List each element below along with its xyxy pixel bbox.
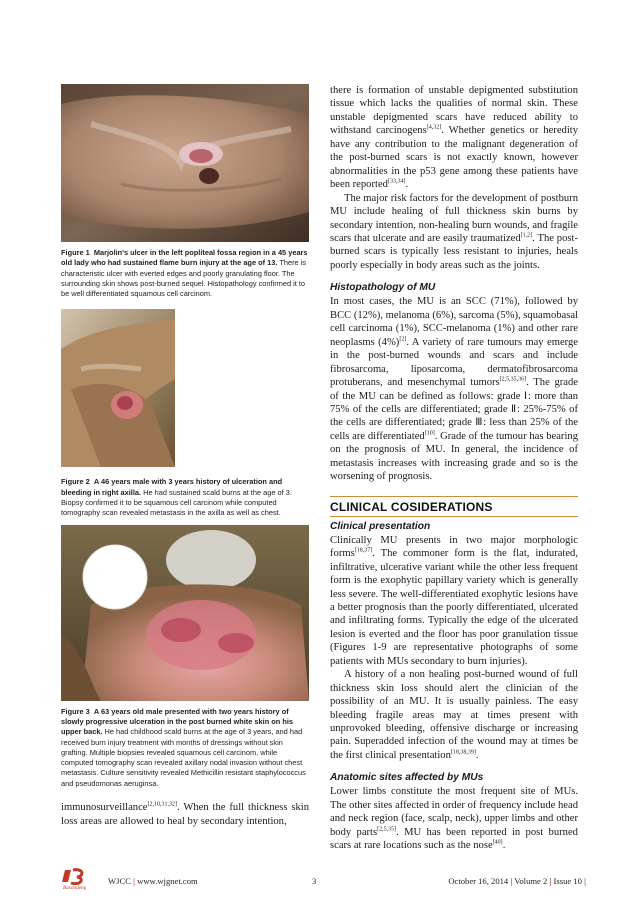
paragraph-text: . The post-burned scars is typically less resistant to injuries, heals poorly especially in body areas such as the joints. (330, 232, 578, 271)
paragraph-histopathology (330, 295, 578, 483)
citation: [2,10,31,32] (147, 801, 177, 808)
figure-2-label: Figure 2 (61, 477, 90, 487)
journal-url: www.wjgnet.com (137, 876, 198, 886)
subheading-clinical-presentation: Clinical presentation (330, 520, 431, 532)
right-column (330, 84, 578, 853)
paragraph-text: . The grade of the MU can be defined as follows: grade Ⅰ: more than 75% of the cells are differentiated; grade Ⅱ: 25%-75% of the cells are differentiated; grade Ⅲ: less than 25% of the cells are differentiated (330, 377, 579, 442)
figure-2-image (61, 309, 175, 467)
paragraph-text: . Whether genetics or heredity have any contribution to the malignant degeneration of the post-burned scars is not exactly known, however abnormalities in the p53 gene among these patients have been reported (330, 125, 579, 191)
citation: [18,37] (354, 547, 373, 554)
journal-abbrev: WJCC (108, 876, 131, 886)
citation: [33,34] (387, 178, 406, 185)
footer-separator: | (510, 876, 513, 886)
paragraph-text: A history of a non healing post-burned wound of full thickness skin loss should alert the clinician of the possibility of an MU. It is usually painless. The easy bleeding fragile areas may at times present with unprovoked bleeding, offensive discharge or increasing pain. Superadded infection of the wound may at times be the first clinical presentation (330, 669, 578, 761)
paragraph-text: In most cases, the MU is an SCC (71%), followed by BCC (12%), melanoma (6%), sarcoma (5%), squamobasal cell carcinoma (1%), SCC-melanoma (1%) and other rare neoplasms (4%) (330, 296, 579, 348)
figure-1-lead: Marjolin's ulcer in the left popliteal fossa region in a 45 years old lady who had sustained flame burn injury at the age of 13. (61, 248, 308, 268)
citation: [2] (399, 336, 407, 343)
paragraph-text: . Grade of the tumour has bearing on the prognosis of MU. In general, the incidence of metastasis increases with increasing grade and so is the worsening of prognosis. (330, 430, 578, 483)
figure-1-photo (61, 84, 309, 242)
paragraph-risk-factors (330, 192, 578, 273)
citation: [1,2] (520, 232, 533, 239)
figure-3-photo (61, 525, 309, 701)
figure-3-lead: A 63 years old male presented with two years history of slowly progressive ulceration in the post burned white skin on his upper back. (61, 706, 294, 737)
paragraph-text: . (405, 179, 409, 191)
figure-2-photo (61, 309, 175, 467)
figure-2-text: He had sustained scald burns at the age of 3. Biopsy confirmed it to be squamous cell carcinom while computed tomography scan revealed metastasis in the axilla as well as chest. (61, 487, 292, 518)
face-mask-circle (83, 545, 147, 609)
left-bottom-text: immunosurveillance (61, 802, 148, 814)
footer-separator: | (549, 876, 552, 886)
left-bottom-paragraph (61, 801, 309, 828)
paragraph-text: . (475, 749, 479, 761)
citation: [18,38,39] (450, 749, 476, 756)
section-heading-clinical: CLINICAL COSIDERATIONS (330, 496, 578, 517)
subheading-anatomic-sites: Anatomic sites affected by MUs (330, 772, 484, 784)
page-footer (61, 872, 586, 892)
citation: [10] (424, 430, 435, 437)
figure-1-image (61, 84, 309, 242)
figure-1-label: Figure 1 (61, 248, 90, 257)
citation: [4,32] (426, 124, 442, 131)
figure-3-label: Figure 3 (61, 706, 90, 716)
baishideng-logo-icon (61, 866, 103, 890)
figure-3-caption (61, 707, 309, 789)
footer-separator: | (584, 876, 586, 886)
citation: [2,5,35,36] (499, 376, 527, 383)
footer-issue (448, 876, 586, 886)
left-bottom-rest: . When the full thickness skin loss areas are allowed to heal by secondary intention, (61, 802, 309, 827)
footer-separator: | (133, 876, 135, 886)
figure-3-image (61, 525, 309, 701)
paragraph-text: Clinically MU presents in two major morphologic forms (330, 534, 578, 560)
volume-number: Volume 2 (514, 876, 548, 886)
paragraph-text: there is formation of unstable depigmented substitution tissue which lacks the qualities of normal skin. These unstable depigmented scars have reduced ability to withstand carcinogens (330, 85, 578, 137)
citation: [2,5,35] (377, 826, 397, 833)
paragraph-text: The major risk factors for the development of postburn MU include healing of full thickness skin burns by secondary intention, non-healing burn wounds, and fragile scars that ulcerate and are easily traumatized (330, 192, 578, 244)
figure-2-lead: A 46 years male with 3 years history of ulceration and bleeding in right axilla. (61, 477, 283, 497)
svg-text:Baishideng: Baishideng (63, 885, 87, 890)
paragraph-text: . The commoner form is the flat, indurated, infiltrative, ulcerative variant while the other less frequent form is the exophytic papillary variety which is generally less severe. The well-differentiated exophytic lesions have a better prognosis than the poorly differentiated, ulcerated and infiltrating forms. Typically the edge of the ulcerated lesion is everted and the floor has poor granulation tissue (Figures 1-9 are representative photographs of some patients with MUs secondary to burn injuries). (330, 548, 578, 667)
left-column (61, 84, 309, 828)
paragraph-clinical-forms (330, 534, 578, 669)
figure-3-text: He had childhood scald burns at the age of 3 years, and had received burn injury treatment with months of dressings without skin grafting. Multiple biopsies revealed squamous cell carcinom, while computed tomography scan revealed axillary nodal invasion without chest metastasis. Culture sensitivity revealed Methicillin resistant staphylococcus and pseudomonas aeruginsa. (61, 727, 306, 788)
paragraph-anatomic-sites (330, 785, 578, 852)
paragraph-history (330, 668, 578, 762)
subheading-histopathology: Histopathology of MU (330, 282, 436, 294)
figure-2-caption (61, 477, 309, 518)
paragraph-substitution-tissue (330, 84, 578, 192)
publication-date: October 16, 2014 (448, 876, 509, 886)
figure-1-text: There is characteristic ulcer with everted edges and poorly granulating floor. The surrounding skin shows post-burned sequel. Histopathology confirmed it to be well differentiated squamous cell carcinom. (61, 258, 307, 299)
issue-number: Issue 10 (553, 876, 582, 886)
paragraph-text: Lower limbs constitute the most frequent site of MUs. The other sites affected in order of frequency include head and neck region (face, scalp, neck), upper limbs and other body parts (330, 786, 578, 838)
paragraph-text: . MU has been reported in post burned scars at rare locations such as the nose (330, 826, 578, 852)
paragraph-text: . A variety of rare tumours may emerge in the post-burned wounds and scars and include fibrosarcoma, liposarcoma, dermatofibrosarcoma protuberans, and mesenchymal tumors (330, 336, 578, 389)
paragraph-text: . (502, 840, 506, 852)
figure-1-caption (61, 248, 309, 299)
footer-journal (108, 876, 198, 886)
citation: [40] (492, 839, 503, 846)
page-number: 3 (312, 876, 317, 886)
